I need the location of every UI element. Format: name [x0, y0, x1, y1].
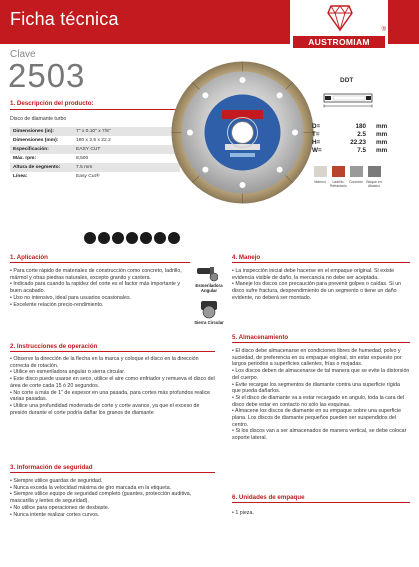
spec-value: 180 x 2.5 x 22.2: [76, 138, 111, 143]
aplicacion-paragraph: • Excelente relación precio-rendimiento.: [10, 301, 104, 308]
section-divider: [232, 502, 410, 503]
mask-icon: [126, 232, 138, 244]
dimension-row: [312, 131, 412, 139]
almacenamiento-paragraph: • Los discos deben de almacenarse de tal manera que se evite la distorsión del cuerpo.: [232, 368, 410, 381]
section-divider: [10, 472, 215, 473]
materials-list: [312, 166, 392, 196]
seguridad-paragraph: • Nunca intente realizar cortes curvos.: [10, 511, 100, 518]
spec-value: 8,500: [76, 156, 89, 161]
manejo-paragraph: • La inspección inicial debe hacerse en el empaque original. Si existe evidencia visible de daño, la mercancía no debe ser aceptada.: [232, 268, 395, 281]
dimension-value: 2.5: [357, 131, 366, 138]
dimension-value: 7.5: [357, 147, 366, 154]
empaque-heading: 6. Unidades de empaque: [232, 494, 305, 501]
spec-key: Máx. rpm:: [13, 156, 37, 161]
goggles-icon: [98, 232, 110, 244]
aplicacion-paragraph: • Uso no intensivo, ideal para usuarios ocasionales.: [10, 294, 132, 301]
section-divider: [232, 262, 410, 263]
seguridad-paragraph: • Siempre utilice guardas de seguridad.: [10, 478, 103, 484]
dimension-unit: mm: [376, 123, 388, 130]
operacion-heading: 2. Instrucciones de operación: [10, 343, 98, 350]
table-row: [10, 145, 180, 154]
gloves-icon: [140, 232, 152, 244]
spec-key: Línea:: [13, 174, 28, 179]
dimension-row: [312, 147, 412, 155]
spec-value: 7" x 0.10" x 7/8": [73, 127, 180, 136]
material-swatch: [368, 166, 381, 177]
table-row: [10, 136, 180, 145]
guard-icon: [168, 232, 180, 244]
seguridad-paragraph: • Siempre utilice equipo de seguridad completo (guantes, protección auditiva, mascarilla y lentes de seguridad).: [10, 491, 192, 505]
almacenamiento-paragraph: • Evite recargar los segmentos de diamante contra una superficie rígida que pueda dañarlos.: [232, 381, 400, 395]
material-label: Mármol: [314, 180, 326, 184]
ddt-label: DDT: [340, 77, 354, 84]
almacenamiento-paragraph: • El disco debe almacenarse en condiciones libres de humedad, polvo y suciedad, de preferencia en su empaque original, sin estar expuesto por largos periodos a superficies calientes, frías o mojadas.: [232, 348, 402, 368]
material-swatch: [350, 166, 363, 177]
manejo-heading: 4. Manejo: [232, 254, 261, 261]
spec-value: Easy Cut®: [76, 174, 100, 179]
operacion-paragraph: • Utilice una profundidad moderada de corte y corte avance, ya que el exceso de presión durante el corte podría dañar los granos de diamante: [10, 402, 200, 416]
section-divider: [10, 351, 215, 352]
spec-key: Altura de segmento:: [10, 163, 73, 172]
operacion-paragraph: • Este disco puede usarse en seco, utilice el aire como enfriador y remueva el disco del área de corte cada 15 ó 20 segundos.: [10, 376, 215, 389]
dimension-unit: mm: [376, 139, 388, 146]
dimension-value: 22.23: [350, 139, 366, 146]
aplicacion-text: [10, 268, 192, 308]
circular-saw-icon: [198, 298, 220, 320]
operacion-paragraph: • No corte a más de 1" de espesor en una pasada, para cortes más profundos realice varias pasadas.: [10, 389, 211, 403]
table-row: [10, 127, 180, 136]
empaque-text: • 1 pieza.: [232, 510, 254, 516]
spec-key: Especificación:: [10, 145, 73, 154]
tool-label: Esmeriladora Angular: [195, 283, 223, 293]
seguridad-heading: 3. Información de seguridad: [10, 464, 93, 471]
section-divider: [232, 342, 410, 343]
clave-code: 2503: [8, 57, 86, 94]
operacion-text: [10, 356, 215, 416]
seguridad-text: [10, 478, 215, 518]
table-row: [10, 154, 180, 163]
aplicacion-paragraph: • Indicado para cuando la rapidez del corte es el factor más importante y buen acabado.: [10, 281, 180, 295]
spec-value: EASY CUT: [73, 145, 180, 154]
dimension-row: [312, 123, 412, 131]
clave-label: Clave: [10, 49, 36, 60]
manejo-paragraph: • Maneje los discos con precaución para prevenir golpes o caídas. Si un disco sufre fractura, desprendimiento de un segmento o tiene un daño evidente, no deberá ser montado.: [232, 281, 402, 301]
aplicacion-heading: 1. Aplicación: [10, 254, 48, 261]
seguridad-paragraph: • Nunca exceda la velocidad máxima de giro marcada en la etiqueta.: [10, 484, 172, 491]
diamond-logo-icon: [327, 4, 353, 32]
descripcion-heading: 1. Descripción del producto:: [10, 100, 94, 107]
aplicacion-paragraph: • Para corte rápido de materiales de construcción como concreto, ladrillo, mármol y otras piedras naturales, excepto granito y cantera.: [10, 268, 182, 281]
registered-mark: ®: [381, 27, 386, 33]
almacenamiento-heading: 5. Almacenamiento: [232, 334, 289, 341]
brand-logo: [290, 0, 388, 52]
page-title: Ficha técnica: [10, 9, 119, 29]
dimension-key: H=: [312, 139, 321, 146]
almacenamiento-paragraph: • Si los discos van a ser almacenados de manera vertical, se debe colocar soporte lateral.: [232, 428, 407, 442]
seguridad-paragraph: • No utilice para operaciones de desbaste.: [10, 504, 110, 511]
section-divider: [10, 262, 190, 263]
almacenamiento-paragraph: • Almacene los discos de diamante en su empaque sobre una superficie plana. Los discos de diamante pequeños pueden ser suspendidos del centro.: [232, 408, 402, 428]
spec-key: Dimensiones (in):: [10, 127, 73, 136]
dimension-key: T=: [312, 131, 320, 138]
angle-grinder-icon: [196, 264, 218, 282]
almacenamiento-paragraph: • Si el disco de diamante va a estar recargado en angulo, toda la cara del disco debe estar en contacto no sólo las esquinas.: [232, 394, 405, 408]
ear-protection-icon: [112, 232, 124, 244]
operacion-paragraph: • Observe la dirección de la flecha en la marca y coloque el disco en la dirección correcta de rotación.: [10, 356, 199, 369]
no-wet-use-icon: [84, 232, 96, 244]
tool-label: Sierra Circular: [194, 320, 224, 325]
table-row: [10, 172, 180, 181]
material-swatch: [332, 166, 345, 177]
dimension-key: D=: [312, 123, 321, 130]
material-label: Bloque en Abasico: [366, 180, 382, 188]
diamond-blade-image: [170, 60, 315, 205]
blade-profile-diagram: [323, 88, 375, 110]
operacion-paragraph: • Utilice en esmeriladora angular o sierra circular.: [10, 369, 126, 376]
read-manual-icon: [154, 232, 166, 244]
dimension-key: W=: [312, 147, 322, 154]
table-row: [10, 163, 180, 172]
manejo-text: [232, 268, 410, 302]
dimension-row: [312, 139, 412, 147]
section-divider: [10, 109, 186, 110]
dimensions-list: [312, 123, 412, 155]
material-label: Ladrillo Refractario: [330, 180, 347, 188]
dimension-unit: mm: [376, 147, 388, 154]
dimension-value: 180: [355, 123, 366, 130]
almacenamiento-text: [232, 348, 410, 442]
spec-value: 7.5 mm: [73, 163, 180, 172]
material-swatch: [314, 166, 327, 177]
spec-key: Dimensiones (mm):: [13, 138, 59, 143]
material-label: Concreto: [349, 180, 363, 184]
brand-name: AUSTROMIAM: [293, 36, 385, 48]
dimension-unit: mm: [376, 131, 388, 138]
spec-table: [10, 127, 180, 181]
descripcion-text: Disco de diamante turbo: [10, 116, 67, 122]
